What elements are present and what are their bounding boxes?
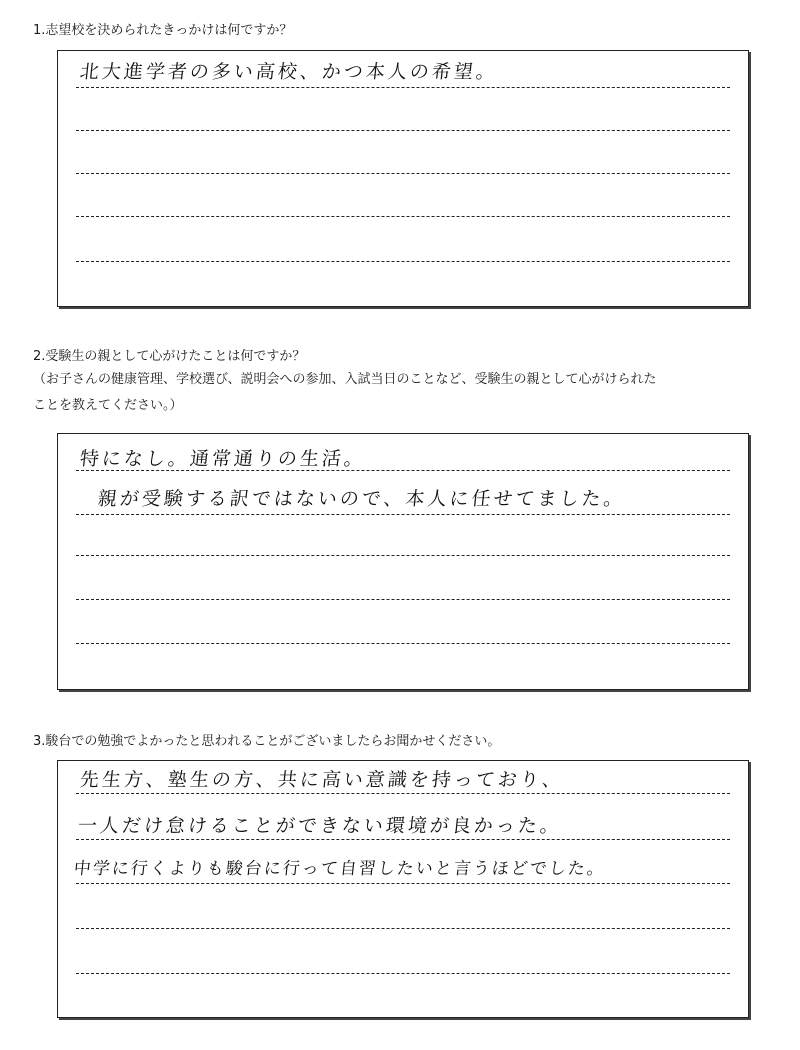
ruled-line <box>76 973 730 974</box>
answer-2-line-2: 親が受験する訳ではないので、本人に任せてました。 <box>96 488 627 510</box>
question-2-label: 2.受験生の親として心がけたことは何ですか？ <box>33 349 306 364</box>
answer-3-line-1: 先生方、塾生の方、共に高い意識を持っており、 <box>78 769 566 791</box>
ruled-line <box>76 643 730 644</box>
ruled-line <box>76 793 730 794</box>
question-3-label: 3.駿台での勉強でよかったと思われることがございましたらお聞かせください。 <box>33 734 501 749</box>
question-2-note-line-2: ことを教えてください。） <box>33 398 183 413</box>
ruled-line <box>76 216 730 217</box>
question-2-note-line-1: （お子さんの健康管理、学校選び、説明会への参加、入試当日のことなど、受験生の親として心がけられた <box>33 372 657 387</box>
ruled-line <box>76 514 730 515</box>
ruled-line <box>76 839 730 840</box>
answer-2-line-1: 特になし。通常通りの生活。 <box>78 448 368 470</box>
ruled-line <box>76 599 730 600</box>
ruled-line <box>76 130 730 131</box>
ruled-line <box>76 87 730 88</box>
answer-box-1 <box>57 50 749 307</box>
question-1-label: 1.志望校を決められたきっかけは何ですか？ <box>33 23 293 38</box>
ruled-line <box>76 928 730 929</box>
answer-box-2 <box>57 433 749 690</box>
ruled-line <box>76 555 730 556</box>
answer-box-3 <box>57 760 749 1018</box>
ruled-line <box>76 883 730 884</box>
ruled-line <box>76 470 730 471</box>
answer-3-line-3: 中学に行くよりも駿台に行って自習したいと言うほどでした。 <box>72 859 607 879</box>
ruled-line <box>76 261 730 262</box>
ruled-line <box>76 173 730 174</box>
answer-1-line-1: 北大進学者の多い高校、かつ本人の希望。 <box>78 61 500 83</box>
answer-3-line-2: 一人だけ怠けることができない環境が良かった。 <box>76 815 564 837</box>
